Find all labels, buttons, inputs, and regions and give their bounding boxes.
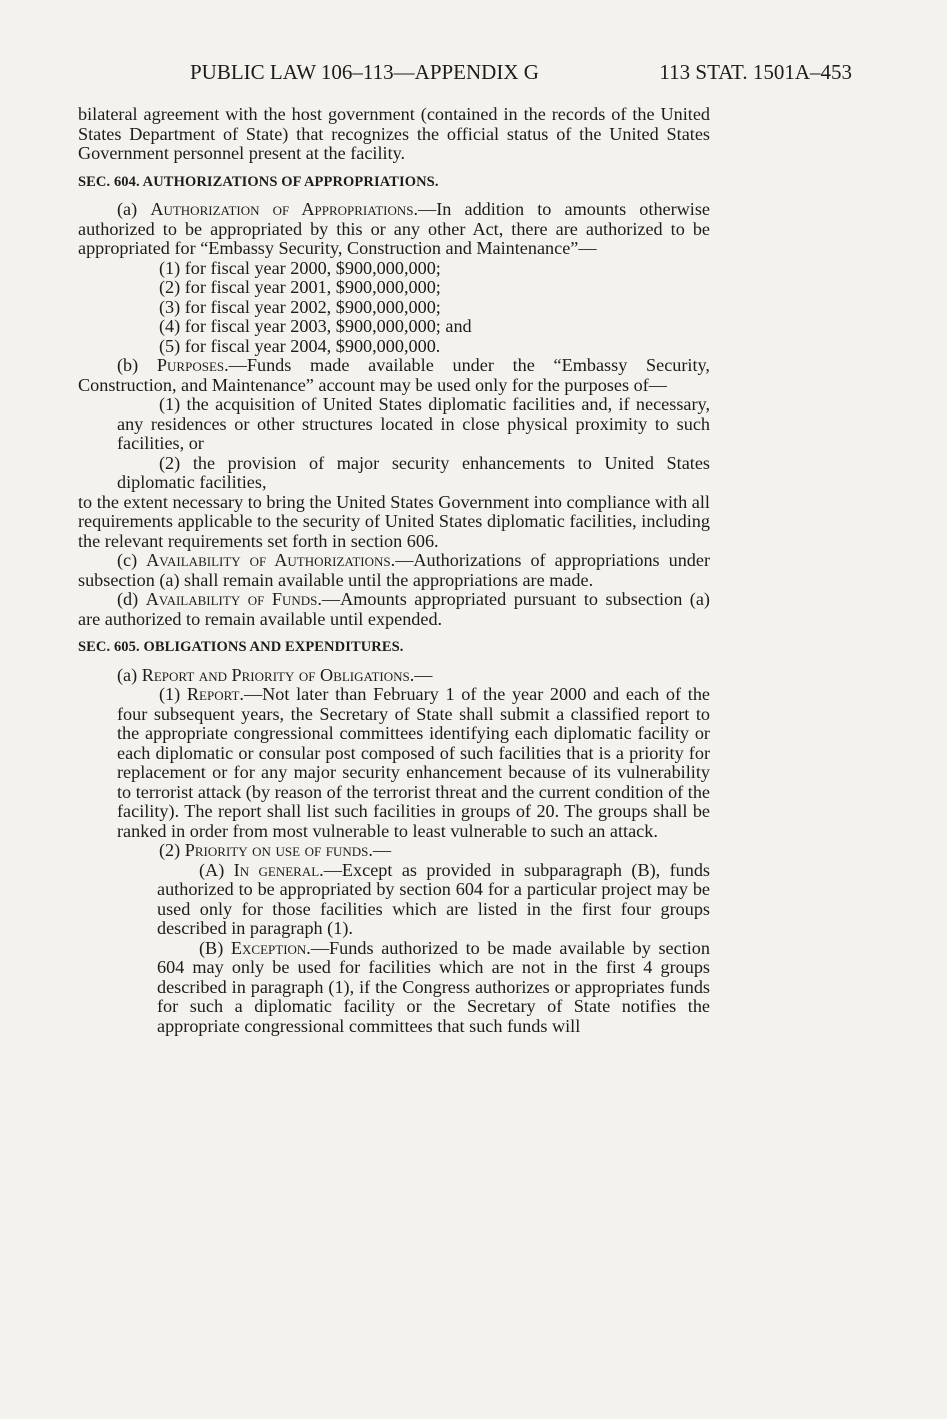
sec604-a-label: (a) [117, 199, 151, 219]
sec604-b-label: (b) [117, 355, 157, 375]
sec604-d-text: —Amounts appropriated pursuant to subsection (a) are authorized to remain available until expended. [78, 589, 710, 629]
sec604-a-item-3: (3) for fiscal year 2002, $900,000,000; [159, 296, 441, 317]
sec604-a-text: —In addition to amounts otherwise authorized to be appropriated by this or any other Act, there are authorized to be appropriated for “Embassy Security, Construction and Maintenance”— [78, 199, 711, 258]
sec605-p1-caption: Report. [186, 684, 244, 704]
header-title: PUBLIC LAW 106–113—APPENDIX G [190, 60, 539, 84]
section-604-heading: SEC. 604. AUTHORIZATIONS OF APPROPRIATIONS. [78, 173, 439, 190]
sec605-p1-label: (1) [159, 684, 187, 704]
sec604-b-item-2: (2) the provision of major security enhancements to United States diplomatic facilities, [117, 452, 710, 492]
sec605-pA-caption: In general. [233, 859, 324, 880]
sec605-subparagraph-B [78, 939, 710, 1037]
sec604-a-caption: Authorization of Appropriations. [150, 199, 419, 219]
document-body [78, 105, 710, 1036]
sec605-p1-text: —Not later than February 1 of the year 2000 and each of the four subsequent years, the Secretary of State shall submit a classified report to the appropriate congressional committees identifying each diplomatic facility or each diplomatic or consular post composed of such facilities that is a priority for replacement or for any major security enhancement because of its vulnerability to terrorist attack (by reason of the terrorist threat and the current condition of the facility). The report shall list such facilities in groups of 20. The groups shall be ranked in order from most vulnerable to least vulnerable to such an attack. [117, 684, 710, 841]
sec604-subsection-c [78, 551, 710, 590]
sec605-a-label: (a) [117, 664, 142, 685]
sec604-b-text: —Funds made available under the “Embassy Security, Construction, and Maintenance” account may be used only for the purposes of— [78, 355, 710, 395]
sec604-subsection-a [78, 200, 710, 259]
sec605-pA-label: (A) [199, 859, 234, 880]
sec604-b-item-1: (1) the acquisition of United States diplomatic facilities and, if necessary, any residences or other structures located in close physical proximity to such facilities, or [117, 394, 710, 453]
sec605-paragraph-1 [78, 685, 710, 841]
sec605-pB-caption: Exception. [230, 937, 311, 958]
sec605-a-dash: — [414, 664, 433, 685]
sec605-pB-label: (B) [199, 937, 231, 958]
sec604-d-caption: Availability of Funds. [145, 589, 322, 609]
sec605-pA-text: —Except as provided in subparagraph (B), funds authorized to be appropriated by section 604 for a particular project may be used only for those facilities which are listed in the first four groups described in paragraph (1). [157, 859, 711, 938]
sec604-subsection-b [78, 356, 710, 395]
sec605-a-caption: Report and Priority of Obligations. [141, 664, 415, 685]
header-page-ref: 113 STAT. 1501A–453 [659, 60, 852, 84]
sec605-subparagraph-A [78, 861, 710, 939]
sec604-a-item-2: (2) for fiscal year 2001, $900,000,000; [159, 277, 441, 297]
sec604-a-item-4: (4) for fiscal year 2003, $900,000,000; and [159, 316, 472, 336]
sec604-d-label: (d) [117, 589, 146, 609]
sec605-subsection-a [78, 666, 710, 686]
sec605-p2-label: (2) [159, 840, 185, 860]
sec605-p2-caption: Priority on use of funds. [184, 840, 373, 860]
running-header [190, 58, 852, 86]
sec605-paragraph-2 [78, 841, 710, 861]
sec604-c-label: (c) [117, 550, 147, 570]
sec604-c-text: —Authorizations of appropriations under subsection (a) shall remain available until the appropriations are made. [78, 550, 711, 590]
sec604-a-item-1: (1) for fiscal year 2000, $900,000,000; [159, 257, 441, 278]
sec605-pB-text: —Funds authorized to be made available by section 604 may only be used for facilities which are not in the first 4 groups described in paragraph (1), if the Congress authorizes or appropriates funds for such a diplomatic facility or the Secretary of State notifies the appropriate congressional committees that such funds will [157, 937, 710, 1036]
intro-paragraph: bilateral agreement with the host government (contained in the records of the United States Department of State) that recognizes the official status of the United States Government personnel present at the facility. [78, 104, 710, 163]
sec605-p2-dash: — [372, 840, 392, 860]
sec604-subsection-d [78, 590, 710, 629]
sec604-c-caption: Availability of Authorizations. [146, 550, 396, 570]
section-605-heading: SEC. 605. OBLIGATIONS AND EXPENDITURES. [78, 639, 404, 655]
sec604-a-item-5: (5) for fiscal year 2004, $900,000,000. [159, 335, 441, 356]
sec604-b-tail: to the extent necessary to bring the United States Government into compliance with all requirements applicable to the security of United States diplomatic facilities, including the relevant requirements set forth in section 606. [78, 491, 710, 551]
sec604-b-caption: Purposes. [156, 355, 229, 375]
